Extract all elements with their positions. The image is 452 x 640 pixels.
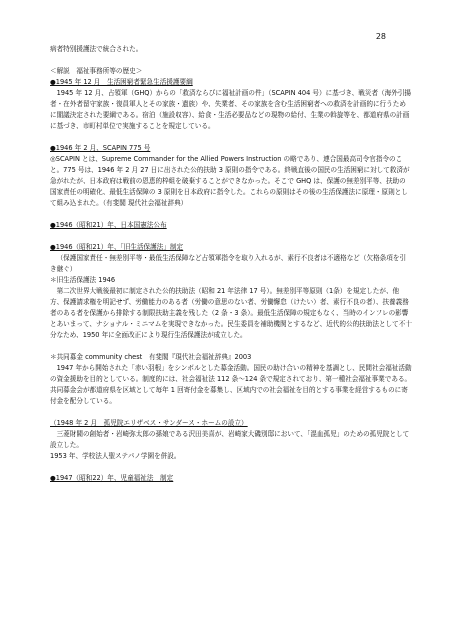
page-number: 28 [375,32,386,41]
spacer [50,231,412,242]
note-heading: ＊共同募金 community chest 有斐閣『現代社会福祉辞典』2003 [50,353,252,361]
history-heading: （1948 年 2 月 孤児院エリザベス・サンダース・ホームの設立） [50,419,248,427]
paragraph: 三菱財閥の創始者・岩崎弥太郎の孫娘である沢田美喜が、岩崎家大磯別邸において、「混血孤児」のための孤児院として設立した。 [50,430,410,449]
spacer [50,209,412,220]
section-heading: ＜解説 福祉事務所等の歴史＞ [50,67,143,75]
history-heading: ●1945 年 12 月 生活困窮者緊急生活援護要綱 [50,78,193,86]
history-heading: ●1946 年 2 月、SCAPIN 775 号 [50,144,151,152]
history-heading: ●1946（昭和21）年、日本国憲法公布 [50,221,167,229]
history-heading: ●1946（昭和21）年、「旧生活保護法」制定 [50,243,184,251]
paragraph: 第二次世界大戦後最初に制定された公的扶助法（昭和 21 年法律 17 号）。無差別平等原則（1条）を規定したが、他方、保護請求権を明記せず、労働能力のある者（労働の意思のない者、労働懈怠（けたい）者、素行不良の者）、扶養義務者のある者を保護から排除する制限扶助主義を残した（2 条・3 条）。最低生活保障の規定もなく、当時のインフレの影響とあいまって、ナショナル・ミニマムを実現できなかった。民生委員を補助機関とするなど、近代的公的扶助法として不十分なため、1950 年に全面改正により現行生活保護法が成立した。 [50,287,412,339]
spacer [50,132,412,143]
spacer [50,462,412,473]
paragraph: 1945 年 12 月、占領軍（GHQ）からの「救済ならびに福祉計画の件」（SCAPIN 404 号）に基づき、戦災者（海外引揚者・在外者留守家族・復員軍人とその家族・遺族）や、失業者、その家族を含む生活困窮者への救済を計画的に行うために閣議決定された要綱である。宿泊（施設収容）、給食・生活必要品などの現物の給付、生業の斡旋等を、都道府県の計画に基づき、市町村単位で実施することを規定している。 [50,89,412,130]
spacer [50,407,412,418]
history-heading: ●1947（昭和22）年、児童福祉法 制定 [50,474,174,482]
paragraph: （保護国家責任・無差別平等・最低生活保障など占領軍指令を取り入れるが、素行不良者は不適格など（欠格条項を引き継ぐ） [50,254,407,273]
paragraph: 病者特別援護法で統合された。 [50,45,143,53]
note-heading: ＊旧生活保護法 1946 [50,276,116,284]
paragraph: 1953 年、学校法人聖ステパノ学園を併設。 [50,452,181,460]
spacer [50,55,412,66]
spacer [50,341,412,352]
document-body [50,44,412,484]
paragraph: ◎SCAPIN とは、Supreme Commander for the Allied Powers Instruction の略であり、連合国最高司令官指令のこと。775 号は、1946 年 2 月 27 日に出された公的扶助 3 原則の指令である。終戦直後の国民の生活困窮に対して救済が急がれたが、日本政府は戦前の恩恵的枠組を破棄することができなかった。そこで GHQ は、保護の無差別平等、扶助の国家責任の明確化、最低生活保障の 3 原則を日本政府に指令した。これらの原則はその後の生活保護法に原理・原則として組み込まれた。（有斐閣 現代社会福祉辞典） [50,155,410,207]
paragraph: 1947 年から開始された「赤い羽根」をシンボルとした募金活動。国民の助け合いの精神を基調とし、民間社会福祉活動の資金援助を目的としている。制度的には、社会福祉法 112 条～124 条で規定されており、第一種社会福祉事業である。共同募金会が都道府県を区域として毎年 1 回寄付金を募集し、区域内での社会福祉を目的とする事業を経営するものに寄付金を配分している。 [50,364,412,405]
